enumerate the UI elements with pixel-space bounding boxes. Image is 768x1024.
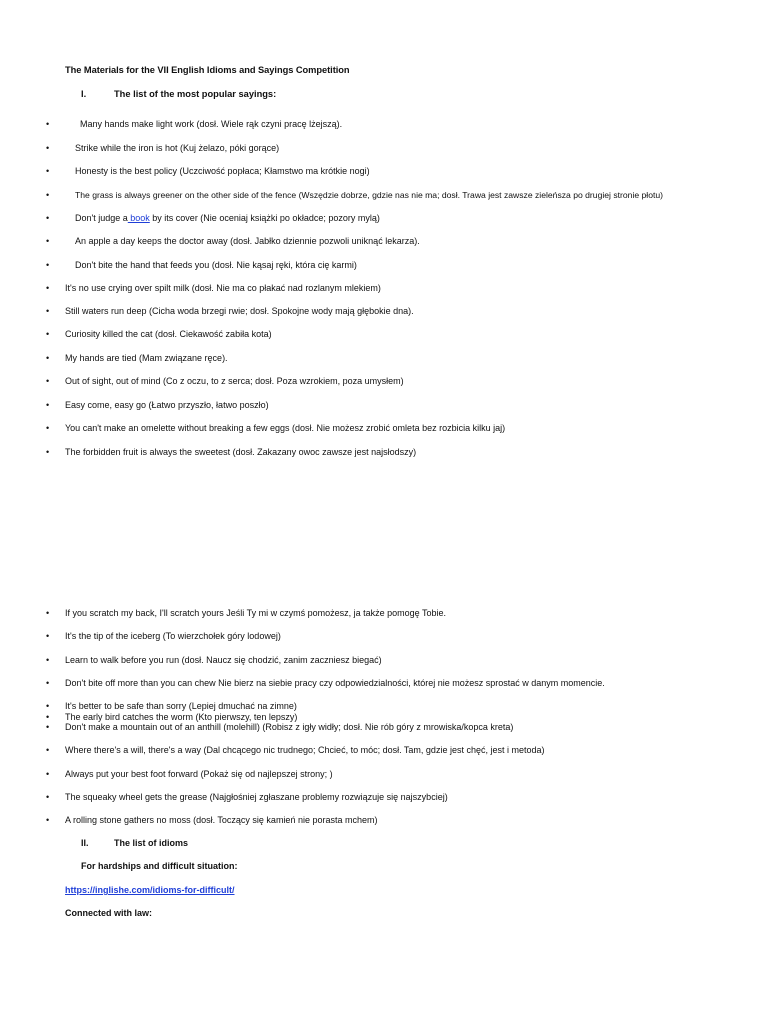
bullet-icon: • [46,400,50,410]
saying-text-pre: Don't judge a [75,213,128,223]
bullet-icon: • [46,712,50,722]
list-item [0,328,768,342]
bullet-icon: • [46,283,50,293]
saying-text: Honesty is the best policy (Uczciwość popłaca; Kłamstwo ma krótkie nogi) [75,166,370,176]
saying-text [75,212,380,224]
section-2-heading [81,838,188,848]
list-item [0,235,768,249]
saying-text: Many hands make light work (dosł. Wiele rąk czyni pracę lżejszą). [80,119,343,129]
section-2-title: The list of idioms [114,838,189,848]
list-item [0,189,768,203]
section-1-title: The list of the most popular sayings: [114,89,277,99]
bullet-icon: • [46,447,50,457]
saying-text: Don't bite off more than you can chew Nie bierz na siebie pracy czy odpowiedzialności, której nie możesz sprostać w danym momencie. [65,678,605,688]
saying-text: My hands are tied (Mam związane ręce). [65,353,228,363]
list-item [0,744,768,758]
saying-text: Still waters run deep (Cicha woda brzegi rwie; dosł. Spokojne wody mają głębokie dna). [65,306,414,316]
list-item [0,259,768,273]
bullet-icon: • [46,769,50,779]
bullet-icon: • [46,745,50,755]
list-item [0,814,768,828]
list-item [0,630,768,644]
list-item [0,654,768,668]
list-item [0,791,768,805]
list-item [0,422,768,436]
list-item [0,607,768,621]
section-1-heading [81,89,276,99]
hardships-link[interactable]: https://inglishe.com/idioms-for-difficult/ [65,885,235,895]
saying-text: Out of sight, out of mind (Co z oczu, to z serca; dosł. Poza wzrokiem, poza umysłem) [65,376,404,386]
list-item [0,305,768,319]
list-item [0,677,768,691]
bullet-icon: • [46,213,50,223]
saying-text: The early bird catches the worm (Kto pierwszy, ten lepszy) [65,712,298,722]
bullet-icon: • [46,143,50,153]
bullet-icon: • [46,119,50,129]
saying-text: Where there's a will, there's a way (Dal chcącego nic trudnego; Chcieć, to móc; dosł. Tam, gdzie jest chęć, jest i metoda) [65,745,545,755]
bullet-icon: • [46,190,50,200]
saying-text: If you scratch my back, I'll scratch yours Jeśli Ty mi w czymś pomożesz, ja także pomogę Tobie. [65,608,447,618]
bullet-icon: • [46,236,50,246]
saying-text: You can't make an omelette without breaking a few eggs (dosł. Nie możesz zrobić omleta bez rozbicia kilku jaj) [65,423,506,433]
bullet-icon: • [46,306,50,316]
bullet-icon: • [46,678,50,688]
bullet-icon: • [46,792,50,802]
section-2-number: II. [81,838,89,848]
bullet-icon: • [46,353,50,363]
bullet-icon: • [46,815,50,825]
bullet-icon: • [46,701,50,711]
list-item [0,118,768,132]
law-heading: Connected with law: [65,908,153,918]
saying-text: It's better to be safe than sorry (Lepiej dmuchać na zimne) [65,701,297,711]
list-item [0,446,768,460]
saying-text: Easy come, easy go (Łatwo przyszło, łatwo poszło) [65,400,269,410]
bullet-icon: • [46,722,50,732]
bullet-icon: • [46,608,50,618]
list-item [0,721,768,735]
bullet-icon: • [46,631,50,641]
bullet-icon: • [46,260,50,270]
document-title: The Materials for the VII English Idioms and Sayings Competition [65,65,350,75]
list-item [0,375,768,389]
saying-text: The forbidden fruit is always the sweetest (dosł. Zakazany owoc zawsze jest najsłodszy) [65,447,417,457]
saying-text: Always put your best foot forward (Pokaż się od najlepszej strony; ) [65,769,333,779]
saying-text: A rolling stone gathers no moss (dosł. Toczący się kamień nie porasta mchem) [65,815,378,825]
saying-text: Learn to walk before you run (dosł. Naucz się chodzić, zanim zaczniesz biegać) [65,655,382,665]
saying-text: Strike while the iron is hot (Kuj żelazo, póki gorące) [75,143,280,153]
saying-text: The squeaky wheel gets the grease (Najgłośniej zgłaszane problemy rozwiązuje się najszybciej) [65,792,448,802]
list-item [0,352,768,366]
list-item [0,768,768,782]
saying-text: Curiosity killed the cat (dosł. Ciekawość zabiła kota) [65,329,272,339]
bullet-icon: • [46,655,50,665]
list-item [0,142,768,156]
saying-text: An apple a day keeps the doctor away (dosł. Jabłko dziennie pozwoli uniknąć lekarza). [75,236,420,246]
bullet-icon: • [46,329,50,339]
bullet-icon: • [46,166,50,176]
book-link[interactable]: book [127,213,150,223]
list-item [0,165,768,179]
saying-text: Don't bite the hand that feeds you (dosł. Nie kąsaj ręki, która cię karmi) [75,260,357,270]
list-item [0,212,768,226]
saying-text: It's no use crying over spilt milk (dosł. Nie ma co płakać nad rozlanym mlekiem) [65,283,381,293]
section-1-number: I. [81,89,87,99]
saying-text: The grass is always greener on the other side of the fence (Wszędzie dobrze, gdzie nas nie ma; dosł. Trawa jest zawsze zieleńsza po drugiej stronie płotu) [75,190,664,200]
hardships-heading: For hardships and difficult situation: [81,861,238,871]
list-item [0,399,768,413]
bullet-icon: • [46,423,50,433]
saying-text-post: by its cover (Nie oceniaj książki po okładce; pozory mylą) [149,213,380,223]
bullet-icon: • [46,376,50,386]
saying-text: It's the tip of the iceberg (To wierzchołek góry lodowej) [65,631,281,641]
saying-text: Don't make a mountain out of an anthill (molehill) (Robisz z igły widły; dosł. Nie rób góry z mrowiska/kopca kreta) [65,722,514,732]
list-item [0,282,768,296]
